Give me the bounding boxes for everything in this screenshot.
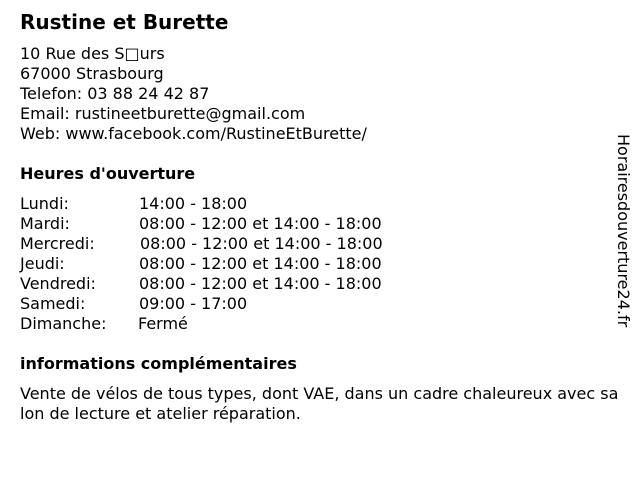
- business-name: Rustine et Burette: [20, 10, 229, 34]
- day-label: Mardi:: [20, 214, 70, 233]
- address-street: 10 Rue des S□urs: [20, 44, 165, 63]
- time-value: 08:00 - 12:00 et 14:00 - 18:00: [139, 254, 382, 273]
- additional-info-heading: informations complémentaires: [20, 354, 297, 373]
- time-value: 09:00 - 17:00: [139, 294, 248, 313]
- time-value: 14:00 - 18:00: [139, 194, 248, 213]
- day-label: Dimanche:: [20, 314, 107, 333]
- email-line: Email: rustineetburette@gmail.com: [20, 104, 306, 123]
- additional-info-text: Vente de vélos de tous types, dont VAE, dans un cadre chaleureux avec salon de lecture et atelier réparation.: [20, 384, 619, 423]
- address-city: 67000 Strasbourg: [20, 64, 164, 83]
- day-label: Mercredi:: [20, 234, 95, 253]
- day-label: Lundi:: [20, 194, 69, 213]
- site-watermark: Horairesdouverture24.fr: [614, 134, 633, 328]
- web-line: Web: www.facebook.com/RustineEtBurette/: [20, 124, 367, 143]
- day-label: Vendredi:: [20, 274, 96, 293]
- contact-block: [20, 44, 367, 144]
- day-label: Samedi:: [20, 294, 86, 313]
- time-value: 08:00 - 12:00 et 14:00 - 18:00: [139, 214, 382, 233]
- time-value: Fermé: [138, 314, 188, 333]
- day-label: Jeudi:: [20, 254, 65, 273]
- time-value: 08:00 - 12:00 et 14:00 - 18:00: [139, 274, 382, 293]
- time-value: 08:00 - 12:00 et 14:00 - 18:00: [140, 234, 383, 253]
- phone-line: Telefon: 03 88 24 42 87: [20, 84, 210, 103]
- opening-hours-heading: Heures d'ouverture: [20, 164, 196, 183]
